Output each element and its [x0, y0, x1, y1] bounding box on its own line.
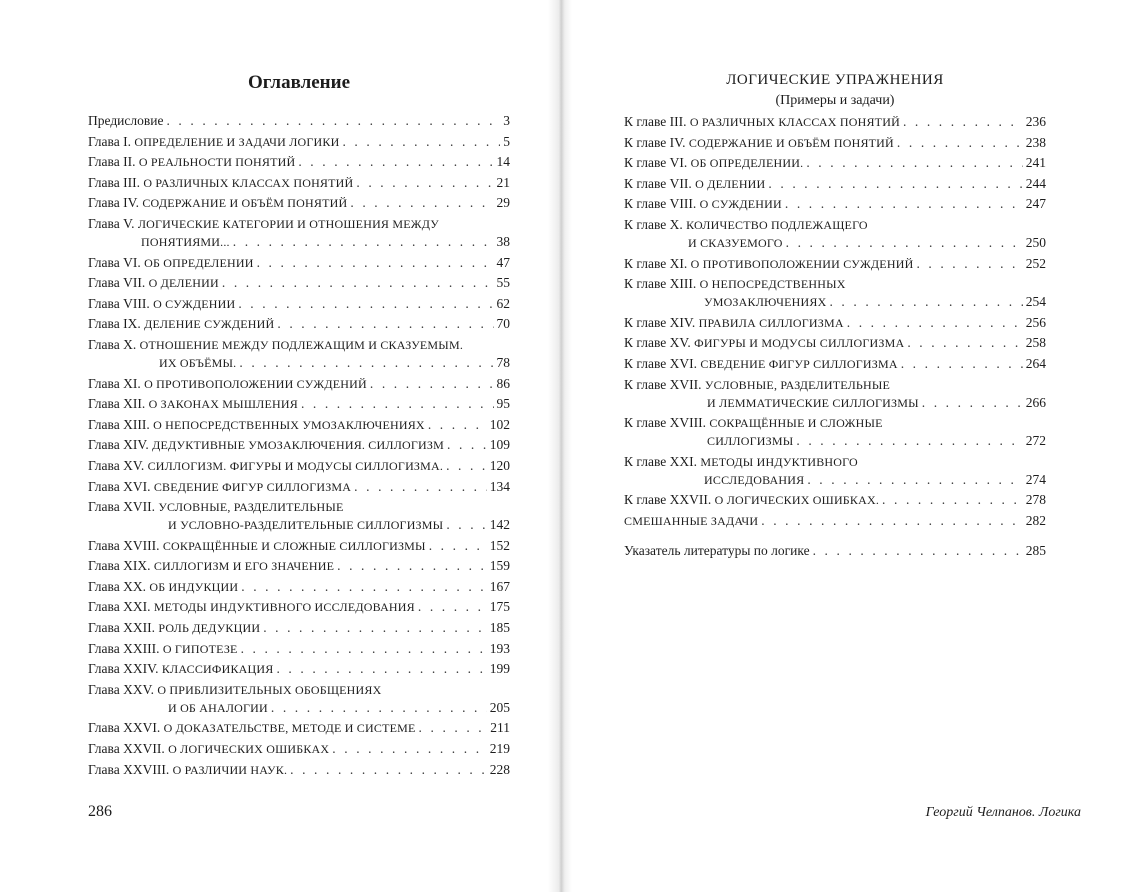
toc-entry[interactable]: [624, 175, 1046, 196]
entry-title: СВЕДЕНИЕ ФИГУР СИЛЛОГИЗМА: [700, 356, 898, 371]
entry-prefix: К главе XV.: [624, 335, 695, 351]
toc-entry[interactable]: [88, 416, 510, 437]
leader-dots: [342, 134, 500, 150]
entry-prefix: Глава XIX.: [88, 558, 154, 574]
page-number: 228: [489, 761, 510, 777]
leader-dots: [916, 256, 1022, 272]
entry-title: СИЛЛОГИЗМ И ЕГО ЗНАЧЕНИЕ: [153, 559, 335, 574]
entry-prefix: Глава IV.: [88, 195, 143, 211]
entry-title: СИЛЛОГИЗМ. ФИГУРЫ И МОДУСЫ СИЛЛОГИЗМА.: [147, 458, 444, 473]
entry-title: О СУЖДЕНИИ: [153, 296, 236, 311]
toc-entry[interactable]: [624, 275, 1046, 314]
page-number: 159: [489, 558, 510, 574]
toc-entry[interactable]: [88, 619, 510, 640]
toc-entry[interactable]: [88, 498, 510, 537]
leader-dots: [263, 620, 487, 636]
toc-entry[interactable]: [624, 216, 1046, 255]
toc-entry[interactable]: [88, 112, 510, 133]
page-number: 3: [503, 113, 510, 128]
entry-prefix: Глава XX.: [88, 578, 150, 594]
entry-prefix: Глава XI.: [88, 375, 145, 391]
leader-dots: [428, 417, 487, 433]
entry-title: СОДЕРЖАНИЕ И ОБЪЁМ ПОНЯТИЙ: [688, 135, 894, 150]
toc-entry[interactable]: [88, 578, 510, 599]
toc-entry[interactable]: [88, 174, 510, 195]
entry-prefix: Глава III.: [88, 174, 144, 190]
page-number: 256: [1025, 314, 1046, 330]
toc-entry[interactable]: [88, 478, 510, 499]
leader-dots: [446, 517, 486, 533]
entry-prefix: К главе III.: [624, 114, 690, 129]
toc-entry[interactable]: [88, 295, 510, 316]
leader-dots: [829, 294, 1022, 310]
page-number: 254: [1025, 294, 1046, 310]
toc-entry[interactable]: [88, 336, 510, 375]
page-number: 38: [496, 233, 510, 249]
entry-title-continued: ИХ ОБЪЁМЫ.: [159, 355, 237, 370]
page-number: 175: [489, 599, 510, 615]
entry-title: СОДЕРЖАНИЕ И ОБЪЁМ ПОНЯТИЙ: [142, 196, 348, 211]
leader-dots: [761, 513, 1022, 529]
leader-dots: [847, 315, 1023, 331]
section-title: ЛОГИЧЕСКИЕ УПРАЖНЕНИЯ: [726, 72, 944, 88]
entry-title: МЕТОДЫ ИНДУКТИВНОГО ИССЛЕДОВАНИЯ: [153, 600, 415, 615]
entry-title-continued: УМОЗАКЛЮЧЕНИЯХ: [704, 295, 827, 310]
entry-title: О ДЕЛЕНИИ: [695, 176, 766, 191]
entry-title: О ЛОГИЧЕСКИХ ОШИБКАХ.: [714, 493, 880, 508]
leader-dots: [277, 316, 493, 332]
entry-title: ОБ ОПРЕДЕЛЕНИИ.: [690, 156, 804, 171]
page-number: 21: [496, 174, 510, 190]
entry-title: УСЛОВНЫЕ, РАЗДЕЛИТЕЛЬНЫЕ: [158, 500, 344, 515]
entry-title: О НЕПОСРЕДСТВЕННЫХ: [699, 277, 846, 292]
toc-entry[interactable]: [88, 153, 510, 174]
toc-entry[interactable]: [88, 660, 510, 681]
entry-title: СВЕДЕНИЕ ФИГУР СИЛЛОГИЗМА: [153, 479, 352, 494]
entry-prefix: Глава XXV.: [88, 681, 158, 697]
entry-title: ОТНОШЕНИЕ МЕЖДУ ПОДЛЕЖАЩИМ И СКАЗУЕМЫМ.: [139, 337, 464, 352]
page-number: 134: [489, 478, 510, 494]
leader-dots: [257, 255, 494, 271]
entry-prefix: К главе XIV.: [624, 314, 699, 330]
entry-title: О ПРОТИВОПОЛОЖЕНИИ СУЖДЕНИЙ: [690, 256, 914, 271]
entry-prefix: Глава II.: [88, 154, 139, 170]
entry-prefix: К главе XXVII.: [624, 492, 715, 508]
entry-prefix: Глава XXIII.: [88, 640, 163, 656]
toc-entry[interactable]: [624, 113, 1046, 134]
leader-dots: [332, 741, 486, 757]
entry-prefix: К главе XIII.: [624, 276, 700, 292]
page-number: 193: [489, 640, 510, 656]
book-gutter: [548, 0, 572, 892]
toc-entry[interactable]: [88, 740, 510, 761]
entry-prefix: Глава XVIII.: [88, 537, 163, 553]
entry-title-continued: И ОБ АНАЛОГИИ: [168, 700, 268, 715]
entry-title-continued: И УСЛОВНО-РАЗДЕЛИТЕЛЬНЫЕ СИЛЛОГИЗМЫ: [168, 518, 444, 533]
leader-dots: [233, 234, 494, 250]
page-number: 29: [496, 195, 510, 211]
leader-dots: [370, 376, 494, 392]
toc-entry[interactable]: [624, 414, 1046, 453]
entry-title: ПРАВИЛА СИЛЛОГИЗМА: [698, 315, 844, 330]
leader-dots: [419, 720, 488, 736]
entry-title: КОЛИЧЕСТВО ПОДЛЕЖАЩЕГО: [686, 217, 868, 232]
entry-prefix: Глава XXII.: [88, 620, 159, 636]
toc-entry[interactable]: [624, 491, 1046, 512]
entry-prefix: К главе XVII.: [624, 376, 705, 392]
entry-title: ЛОГИЧЕСКИЕ КАТЕГОРИИ И ОТНОШЕНИЯ МЕЖДУ: [137, 216, 439, 231]
leader-dots: [897, 135, 1023, 151]
toc-list: [88, 112, 510, 781]
entry-prefix: Глава XXVIII.: [88, 761, 173, 777]
leader-dots: [241, 641, 487, 657]
page-number: 185: [489, 620, 510, 636]
leader-dots: [166, 113, 500, 129]
page-number: 167: [489, 578, 510, 594]
leader-dots: [447, 437, 487, 453]
entry-prefix: К главе VIII.: [624, 196, 700, 212]
leader-dots: [290, 762, 487, 778]
toc-entry[interactable]: [624, 314, 1046, 335]
toc-entry[interactable]: [88, 215, 510, 254]
toc-entry[interactable]: [624, 453, 1046, 492]
entry-title: О РАЗЛИЧНЫХ КЛАССАХ ПОНЯТИЙ: [689, 115, 900, 129]
entry-prefix: Указатель литературы по логике: [624, 542, 810, 558]
page-number: 47: [496, 254, 510, 270]
toc-entry[interactable]: [88, 719, 510, 740]
leader-dots: [418, 599, 487, 615]
page-folio: 286: [88, 803, 112, 820]
leader-dots: [907, 335, 1022, 351]
entry-title: УСЛОВНЫЕ, РАЗДЕЛИТЕЛЬНЫЕ: [704, 377, 891, 392]
entry-title: О НЕПОСРЕДСТВЕННЫХ УМОЗАКЛЮЧЕНИЯХ: [153, 417, 425, 432]
entry-title-continued: СИЛЛОГИЗМЫ: [707, 434, 794, 449]
page-number: 211: [490, 720, 510, 736]
leader-dots: [301, 396, 494, 412]
page-number: 247: [1025, 196, 1046, 212]
toc-entry[interactable]: [88, 681, 510, 720]
page-number: 109: [489, 437, 510, 453]
entry-prefix: Предисловие: [88, 113, 164, 128]
leader-dots: [796, 433, 1022, 449]
page-number: 205: [489, 699, 510, 715]
entry-title-continued: И ЛЕММАТИЧЕСКИЕ СИЛЛОГИЗМЫ: [707, 395, 919, 410]
entry-title: РОЛЬ ДЕДУКЦИИ: [158, 621, 261, 636]
leader-dots: [298, 154, 493, 170]
toc-entry[interactable]: [88, 315, 510, 336]
toc-entry[interactable]: [88, 761, 510, 782]
toc-entry[interactable]: [624, 334, 1046, 355]
page-number: 120: [489, 457, 510, 473]
toc-entry[interactable]: [88, 598, 510, 619]
toc-entry[interactable]: [88, 457, 510, 478]
leader-dots: [239, 355, 493, 371]
entry-prefix: Глава XV.: [88, 457, 148, 473]
entry-prefix: Глава XXVII.: [88, 741, 169, 757]
toc-entry[interactable]: [624, 542, 1046, 563]
leader-dots: [354, 479, 487, 495]
entry-title: О РАЗЛИЧИИ НАУК.: [172, 762, 288, 777]
entry-title: СОКРАЩЁННЫЕ И СЛОЖНЫЕ: [709, 416, 883, 431]
entry-title: О ЛОГИЧЕСКИХ ОШИБКАХ: [168, 742, 330, 757]
toc-entry[interactable]: [624, 154, 1046, 175]
leader-dots: [882, 492, 1023, 508]
leader-dots: [922, 395, 1023, 411]
leader-dots: [337, 558, 487, 574]
entry-title: ДЕДУКТИВНЫЕ УМОЗАКЛЮЧЕНИЯ. СИЛЛОГИЗМ: [152, 438, 444, 453]
page-number: 70: [496, 316, 510, 332]
page-number: 14: [496, 154, 510, 170]
entry-prefix: Глава XXI.: [88, 599, 154, 615]
page-number: 152: [489, 537, 510, 553]
entry-prefix: Глава XVI.: [88, 478, 154, 494]
toc-entry[interactable]: [624, 512, 1046, 533]
entry-title: ОБ ОПРЕДЕЛЕНИИ: [144, 255, 254, 270]
entry-title: ОБ ИНДУКЦИИ: [149, 579, 239, 594]
toc-entry[interactable]: [88, 375, 510, 396]
leader-dots: [903, 114, 1023, 130]
entry-prefix: К главе IV.: [624, 134, 689, 150]
entry-prefix: К главе XVIII.: [624, 415, 710, 431]
page-number: 78: [496, 354, 510, 370]
entry-prefix: Глава VII.: [88, 275, 149, 291]
entry-title: О ГИПОТЕЗЕ: [162, 641, 238, 656]
entry-title: КЛАССИФИКАЦИЯ: [161, 662, 274, 677]
page-number: 62: [496, 295, 510, 311]
page-number: 219: [489, 741, 510, 757]
toc-entry[interactable]: [88, 274, 510, 295]
entry-title: О ДОКАЗАТЕЛЬСТВЕ, МЕТОДЕ И СИСТЕМЕ: [163, 721, 416, 736]
page-number: 272: [1025, 433, 1046, 449]
page-number: 236: [1025, 114, 1046, 129]
entry-title: О СУЖДЕНИИ: [699, 197, 782, 212]
entry-title-continued: ИССЛЕДОВАНИЯ: [704, 472, 805, 487]
toc-entry[interactable]: [624, 355, 1046, 376]
toc-title: Оглавление: [247, 72, 351, 93]
entry-prefix: Глава XIV.: [88, 437, 153, 453]
entry-title: СОКРАЩЁННЫЕ И СЛОЖНЫЕ СИЛЛОГИЗМЫ: [162, 538, 426, 553]
toc-entry[interactable]: [88, 537, 510, 558]
page-number: 250: [1025, 234, 1046, 250]
entry-prefix: Глава V.: [88, 215, 138, 231]
leader-dots: [901, 356, 1023, 372]
toc-entry[interactable]: [88, 133, 510, 154]
toc-entry[interactable]: [88, 254, 510, 275]
leader-dots: [786, 235, 1023, 251]
page-number: 5: [503, 133, 510, 149]
entry-prefix: Глава XIII.: [88, 416, 154, 432]
toc-entry[interactable]: [88, 436, 510, 457]
entry-prefix: К главе VI.: [624, 155, 691, 171]
page-number: 142: [489, 517, 510, 533]
page-number: 55: [496, 275, 510, 291]
page-number: 264: [1025, 355, 1046, 371]
page-number: 86: [496, 375, 510, 391]
entry-prefix: К главе X.: [624, 216, 687, 232]
entry-title: О ЗАКОНАХ МЫШЛЕНИЯ: [148, 397, 298, 412]
leader-dots: [807, 472, 1022, 488]
leader-dots: [350, 195, 493, 211]
leader-dots: [813, 543, 1023, 559]
page-number: 266: [1025, 394, 1046, 410]
page-number: 282: [1025, 512, 1046, 528]
toc-entry[interactable]: [624, 134, 1046, 155]
leader-dots: [271, 700, 487, 716]
entry-prefix: Глава IX.: [88, 316, 145, 332]
entry-title: О РАЗЛИЧНЫХ КЛАССАХ ПОНЯТИЙ: [143, 175, 354, 190]
page-number: 102: [489, 416, 510, 432]
page-number: 241: [1025, 155, 1046, 171]
entry-prefix: Глава I.: [88, 133, 135, 149]
leader-dots: [806, 155, 1022, 171]
running-head: Георгий Челпанов. Логика: [925, 805, 1081, 820]
entry-title: О ПРИБЛИЗИТЕЛЬНЫХ ОБОБЩЕНИЯХ: [157, 682, 382, 697]
toc-entry[interactable]: [88, 640, 510, 661]
entry-title: ОПРЕДЕЛЕНИЕ И ЗАДАЧИ ЛОГИКИ: [134, 134, 340, 149]
leader-dots: [429, 538, 487, 554]
entry-title: О ДЕЛЕНИИ: [148, 276, 219, 291]
toc-entry[interactable]: [624, 255, 1046, 276]
entry-prefix: Глава VI.: [88, 254, 145, 270]
toc-entry[interactable]: [88, 395, 510, 416]
entry-prefix: К главе VII.: [624, 175, 696, 191]
toc-entry[interactable]: [88, 194, 510, 215]
entry-prefix: Глава VIII.: [88, 295, 154, 311]
leader-dots: [276, 661, 486, 677]
entry-prefix: Глава X.: [88, 336, 140, 352]
page-number: 258: [1025, 335, 1046, 351]
leader-dots: [241, 579, 486, 595]
page-number: 274: [1025, 471, 1046, 487]
section-subtitle: (Примеры и задачи): [775, 93, 895, 108]
entry-title: ДЕЛЕНИЕ СУЖДЕНИЙ: [144, 317, 275, 332]
toc-entry[interactable]: [624, 195, 1046, 216]
leader-dots: [785, 196, 1023, 212]
exercise-toc-list: [624, 113, 1046, 562]
entry-title: О ПРОТИВОПОЛОЖЕНИИ СУЖДЕНИЙ: [144, 376, 367, 391]
page-number: 95: [496, 396, 510, 412]
entry-prefix: Глава XVII.: [88, 499, 159, 515]
toc-entry[interactable]: [88, 557, 510, 578]
leader-dots: [222, 275, 494, 291]
page-number: 199: [489, 661, 510, 677]
entry-prefix: Глава XII.: [88, 396, 149, 412]
entry-prefix: К главе XI.: [624, 255, 691, 271]
entry-prefix: Глава XXVI.: [88, 720, 164, 736]
entry-title: О РЕАЛЬНОСТИ ПОНЯТИЙ: [138, 155, 296, 170]
page-number: 244: [1025, 175, 1046, 191]
entry-title: СМЕШАННЫЕ ЗАДАЧИ: [624, 513, 759, 528]
page-number: 252: [1025, 255, 1046, 271]
entry-title-continued: И СКАЗУЕМОГО: [688, 235, 783, 250]
leader-dots: [238, 296, 493, 312]
leader-dots: [356, 175, 493, 191]
toc-entry[interactable]: [624, 376, 1046, 415]
entry-title-continued: ПОНЯТИЯМИ...: [141, 234, 230, 249]
leader-dots: [446, 458, 487, 474]
entry-prefix: Глава XXIV.: [88, 661, 162, 677]
entry-prefix: К главе XXI.: [624, 453, 701, 469]
entry-title: ФИГУРЫ И МОДУСЫ СИЛЛОГИЗМА: [694, 336, 905, 351]
page-number: 238: [1025, 134, 1046, 150]
page-number: 278: [1025, 492, 1046, 508]
page-number: 285: [1025, 542, 1046, 558]
entry-prefix: К главе XVI.: [624, 355, 701, 371]
entry-title: МЕТОДЫ ИНДУКТИВНОГО: [700, 454, 858, 469]
spacer: [624, 533, 1046, 542]
leader-dots: [768, 176, 1022, 192]
